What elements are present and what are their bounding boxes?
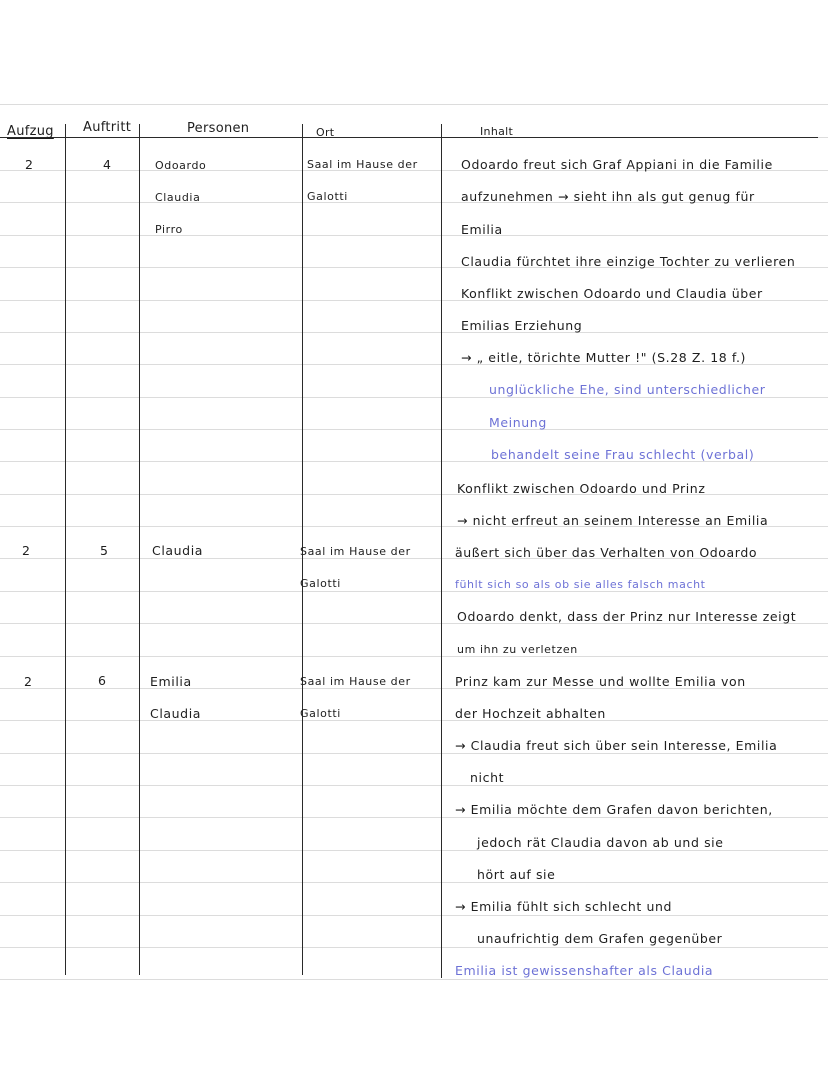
content-note: Meinung xyxy=(489,415,547,430)
header-auftritt: Auftritt xyxy=(83,120,132,135)
content-line: jedoch rät Claudia davon ab und sie xyxy=(477,835,724,850)
content-line: um ihn zu verletzen xyxy=(457,643,578,656)
content-line: äußert sich über das Verhalten von Odoardo xyxy=(455,545,758,560)
content-line: der Hochzeit abhalten xyxy=(455,706,606,721)
content-line: Konflikt zwischen Odoardo und Claudia über xyxy=(461,286,763,301)
location-line: Saal im Hause der xyxy=(300,545,411,558)
content-line: Emilia xyxy=(461,222,503,237)
person-name: Pirro xyxy=(155,223,183,236)
content-line: aufzunehmen → sieht ihn als gut genug für xyxy=(461,189,755,204)
header-ort: Ort xyxy=(316,126,335,139)
content-line: Prinz kam zur Messe und wollte Emilia von xyxy=(455,674,746,689)
row-aufzug: 2 xyxy=(24,674,33,689)
person-name: Claudia xyxy=(150,706,202,721)
location-line: Galotti xyxy=(300,707,341,720)
row-auftritt: 5 xyxy=(100,543,109,558)
content-line: Odoardo denkt, dass der Prinz nur Interesse zeigt xyxy=(457,609,797,624)
person-name: Emilia xyxy=(150,674,192,689)
content-line: Claudia fürchtet ihre einzige Tochter zu verlieren xyxy=(461,254,796,269)
content-line: Konflikt zwischen Odoardo und Prinz xyxy=(457,481,706,496)
person-name: Claudia xyxy=(155,191,201,204)
content-line: → „ eitle, törichte Mutter !" (S.28 Z. 18 f.) xyxy=(461,350,747,365)
content-note: fühlt sich so als ob sie alles falsch macht xyxy=(455,578,706,591)
content-line: → Emilia möchte dem Grafen davon berichten, xyxy=(455,802,773,817)
header-aufzug: Aufzug xyxy=(7,124,54,139)
location-line: Saal im Hause der xyxy=(300,675,411,688)
row-auftritt: 4 xyxy=(103,157,112,172)
header-inhalt: Inhalt xyxy=(480,125,514,138)
person-name: Odoardo xyxy=(155,159,207,172)
content-line: → Emilia fühlt sich schlecht und xyxy=(455,899,673,914)
location-line: Saal im Hause der xyxy=(307,158,418,171)
content-line: nicht xyxy=(470,770,505,785)
row-aufzug: 2 xyxy=(22,543,31,558)
content-note: Emilia ist gewissenshafter als Claudia xyxy=(455,963,714,978)
content-note: behandelt seine Frau schlecht (verbal) xyxy=(491,447,755,462)
content-line: Emilias Erziehung xyxy=(461,318,583,333)
location-line: Galotti xyxy=(307,190,348,203)
content-line: → nicht erfreut an seinem Interesse an Emilia xyxy=(457,513,769,528)
row-auftritt: 6 xyxy=(98,673,107,688)
content-line: unaufrichtig dem Grafen gegenüber xyxy=(477,931,723,946)
content-line: hört auf sie xyxy=(477,867,556,882)
content-line: Odoardo freut sich Graf Appiani in die Familie xyxy=(461,157,773,172)
header-personen: Personen xyxy=(187,121,250,136)
row-aufzug: 2 xyxy=(25,157,34,172)
content-line: → Claudia freut sich über sein Interesse, Emilia xyxy=(455,738,778,753)
location-line: Galotti xyxy=(300,577,341,590)
person-name: Claudia xyxy=(152,543,204,558)
content-note: unglückliche Ehe, sind unterschiedlicher xyxy=(489,382,766,397)
